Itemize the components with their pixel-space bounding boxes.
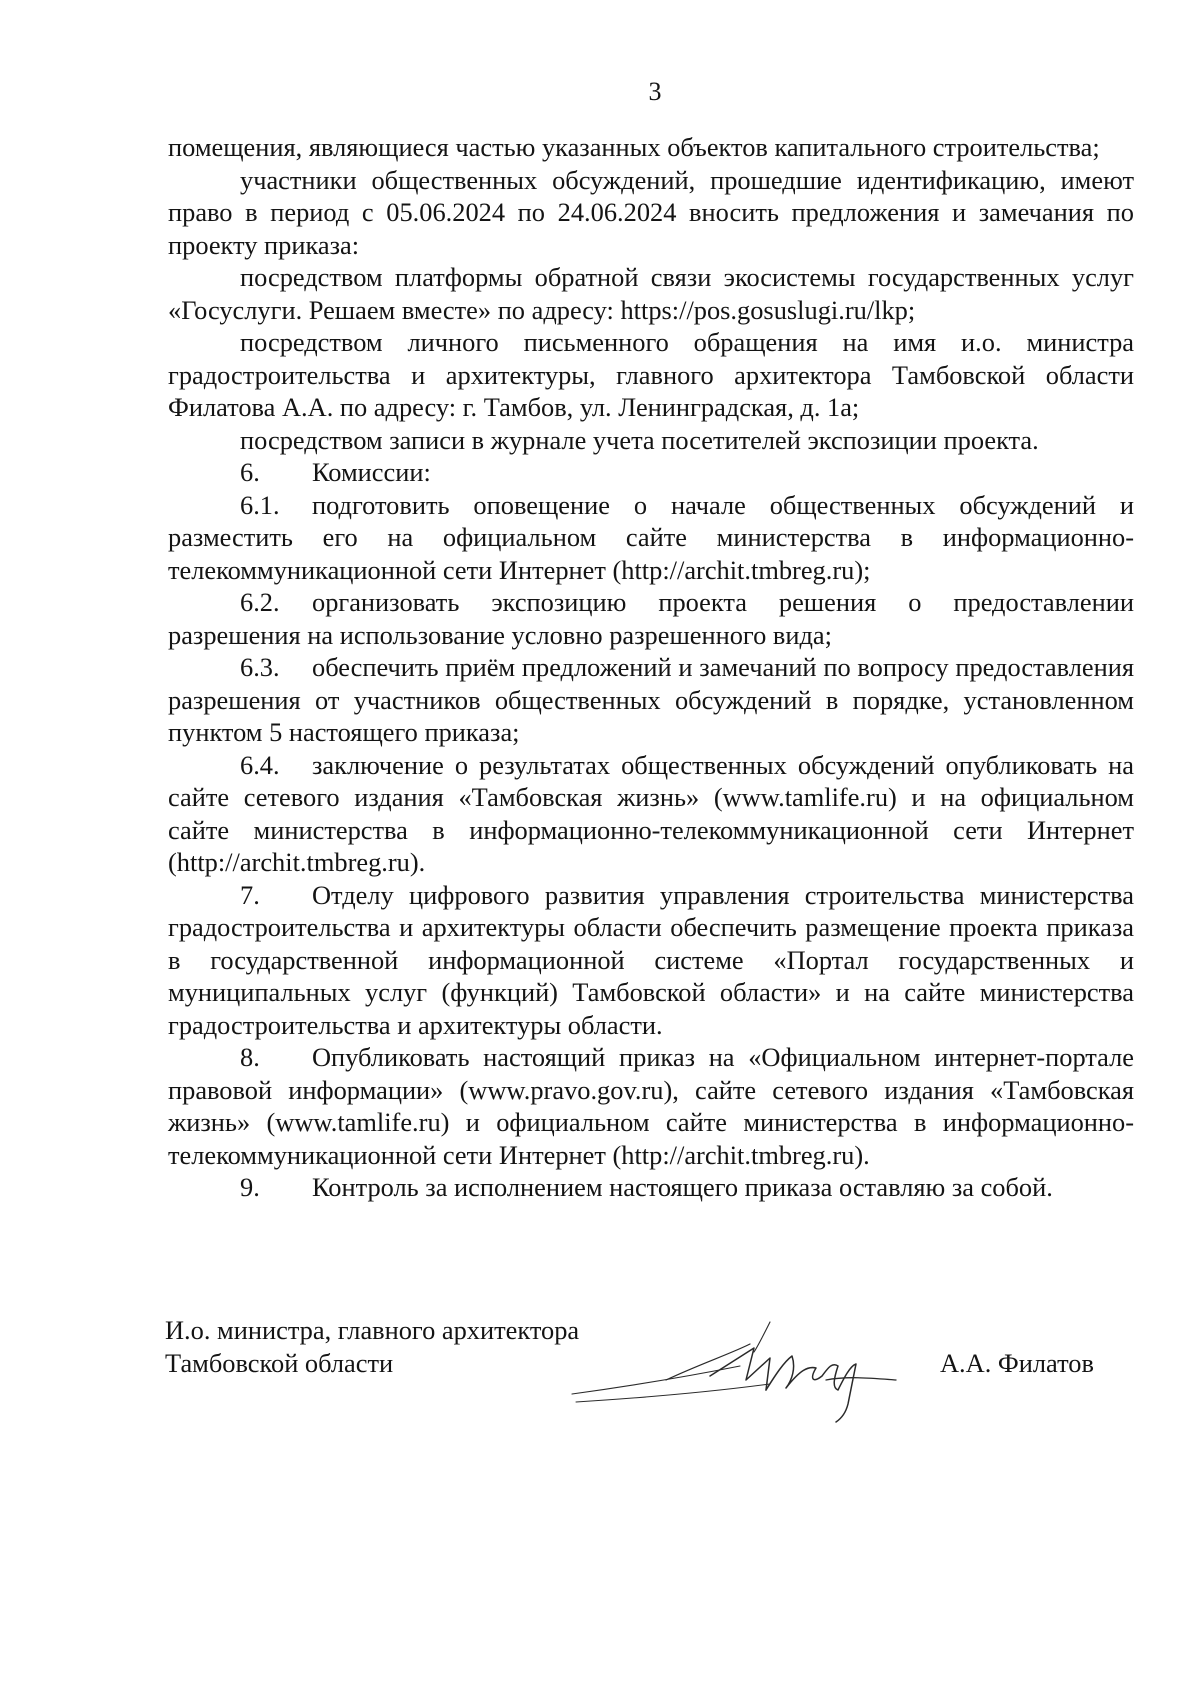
- item-number: 6.4.: [240, 749, 280, 780]
- item-text: Отделу цифрового развития управления строительства министерства градостроительства и архитектуры области обеспечить размещение проекта приказа в государственной информационной системе «Портал государственных и муниципальных услуг (функций) Тамбовской области» и на сайте министерства градостроительства и архитектуры области.: [168, 879, 1134, 1040]
- signatory-position-line: Тамбовской области: [165, 1347, 394, 1378]
- item-number: 9.: [240, 1172, 260, 1202]
- item-number: 6.2.: [240, 587, 280, 617]
- numbered-item: [168, 456, 1134, 489]
- item-number: 8.: [240, 1042, 260, 1072]
- numbered-item: [168, 586, 1134, 651]
- page-number: 3: [648, 77, 662, 106]
- document-body: [168, 131, 1134, 1204]
- item-text: Контроль за исполнением настоящего приказа оставляю за собой.: [312, 1172, 1053, 1202]
- numbered-item: [168, 1171, 1134, 1204]
- item-text: подготовить оповещение о начале общественных обсуждений и разместить его на официальном сайте министерства в информационно-телекоммуникационной сети Интернет (http://archit.tmbreg.ru);: [168, 489, 1134, 585]
- handwritten-signature: [570, 1318, 910, 1428]
- item-text: Опубликовать настоящий приказ на «Официальном интернет-портале правовой информации» (www.pravo.gov.ru), сайте сетевого издания «Тамбовская жизнь» (www.tamlife.ru) и официальном сайте министерства в информационно-телекоммуникационной сети Интернет (http://archit.tmbreg.ru).: [168, 1042, 1134, 1170]
- item-text: обеспечить приём предложений и замечаний по вопросу предоставления разрешения от участников общественных обсуждений в порядке, установленном пунктом 5 настоящего приказа;: [168, 652, 1134, 747]
- paragraph: посредством записи в журнале учета посетителей экспозиции проекта.: [240, 424, 1039, 455]
- item-number: 6.: [240, 457, 260, 487]
- numbered-item: [168, 651, 1134, 749]
- item-text: Комиссии:: [312, 457, 431, 487]
- signatory-name: А.А. Филатов: [940, 1348, 1094, 1378]
- numbered-item: [168, 749, 1134, 879]
- paragraph: участники общественных обсуждений, прошедшие идентификацию, имеют право в период с 05.06.2024 по 24.06.2024 вносить предложения и замечания по проекту приказа:: [168, 164, 1134, 260]
- signatory-position-line: И.о. министра, главного архитектора: [165, 1315, 580, 1345]
- numbered-item: [168, 879, 1134, 1042]
- paragraph: посредством личного письменного обращения на имя и.о. министра градостроительства и архитектуры, главного архитектора Тамбовской области Филатова А.А. по адресу: г. Тамбов, ул. Ленинградская, д. 1а;: [168, 327, 1134, 422]
- item-number: 6.3.: [240, 652, 280, 682]
- item-number: 6.1.: [240, 489, 280, 520]
- paragraph: помещения, являющиеся частью указанных объектов капитального строительства;: [168, 132, 1100, 162]
- item-number: 7.: [240, 879, 260, 910]
- paragraph: посредством платформы обратной связи экосистемы государственных услуг «Госуслуги. Решаем вместе» по адресу: https://pos.gosuslugi.ru/lkp;: [168, 262, 1134, 325]
- signatory-position: [165, 1314, 579, 1379]
- numbered-item: [168, 1041, 1134, 1171]
- item-text: заключение о результатах общественных обсуждений опубликовать на сайте сетевого издания «Тамбовская жизнь» (www.tamlife.ru) и на официальном сайте министерства в информационно-телекоммуникационной сети Интернет (http://archit.tmbreg.ru).: [168, 749, 1134, 877]
- numbered-item: [168, 489, 1134, 587]
- item-text: организовать экспозицию проекта решения о предоставлении разрешения на использование условно разрешенного вида;: [168, 587, 1134, 650]
